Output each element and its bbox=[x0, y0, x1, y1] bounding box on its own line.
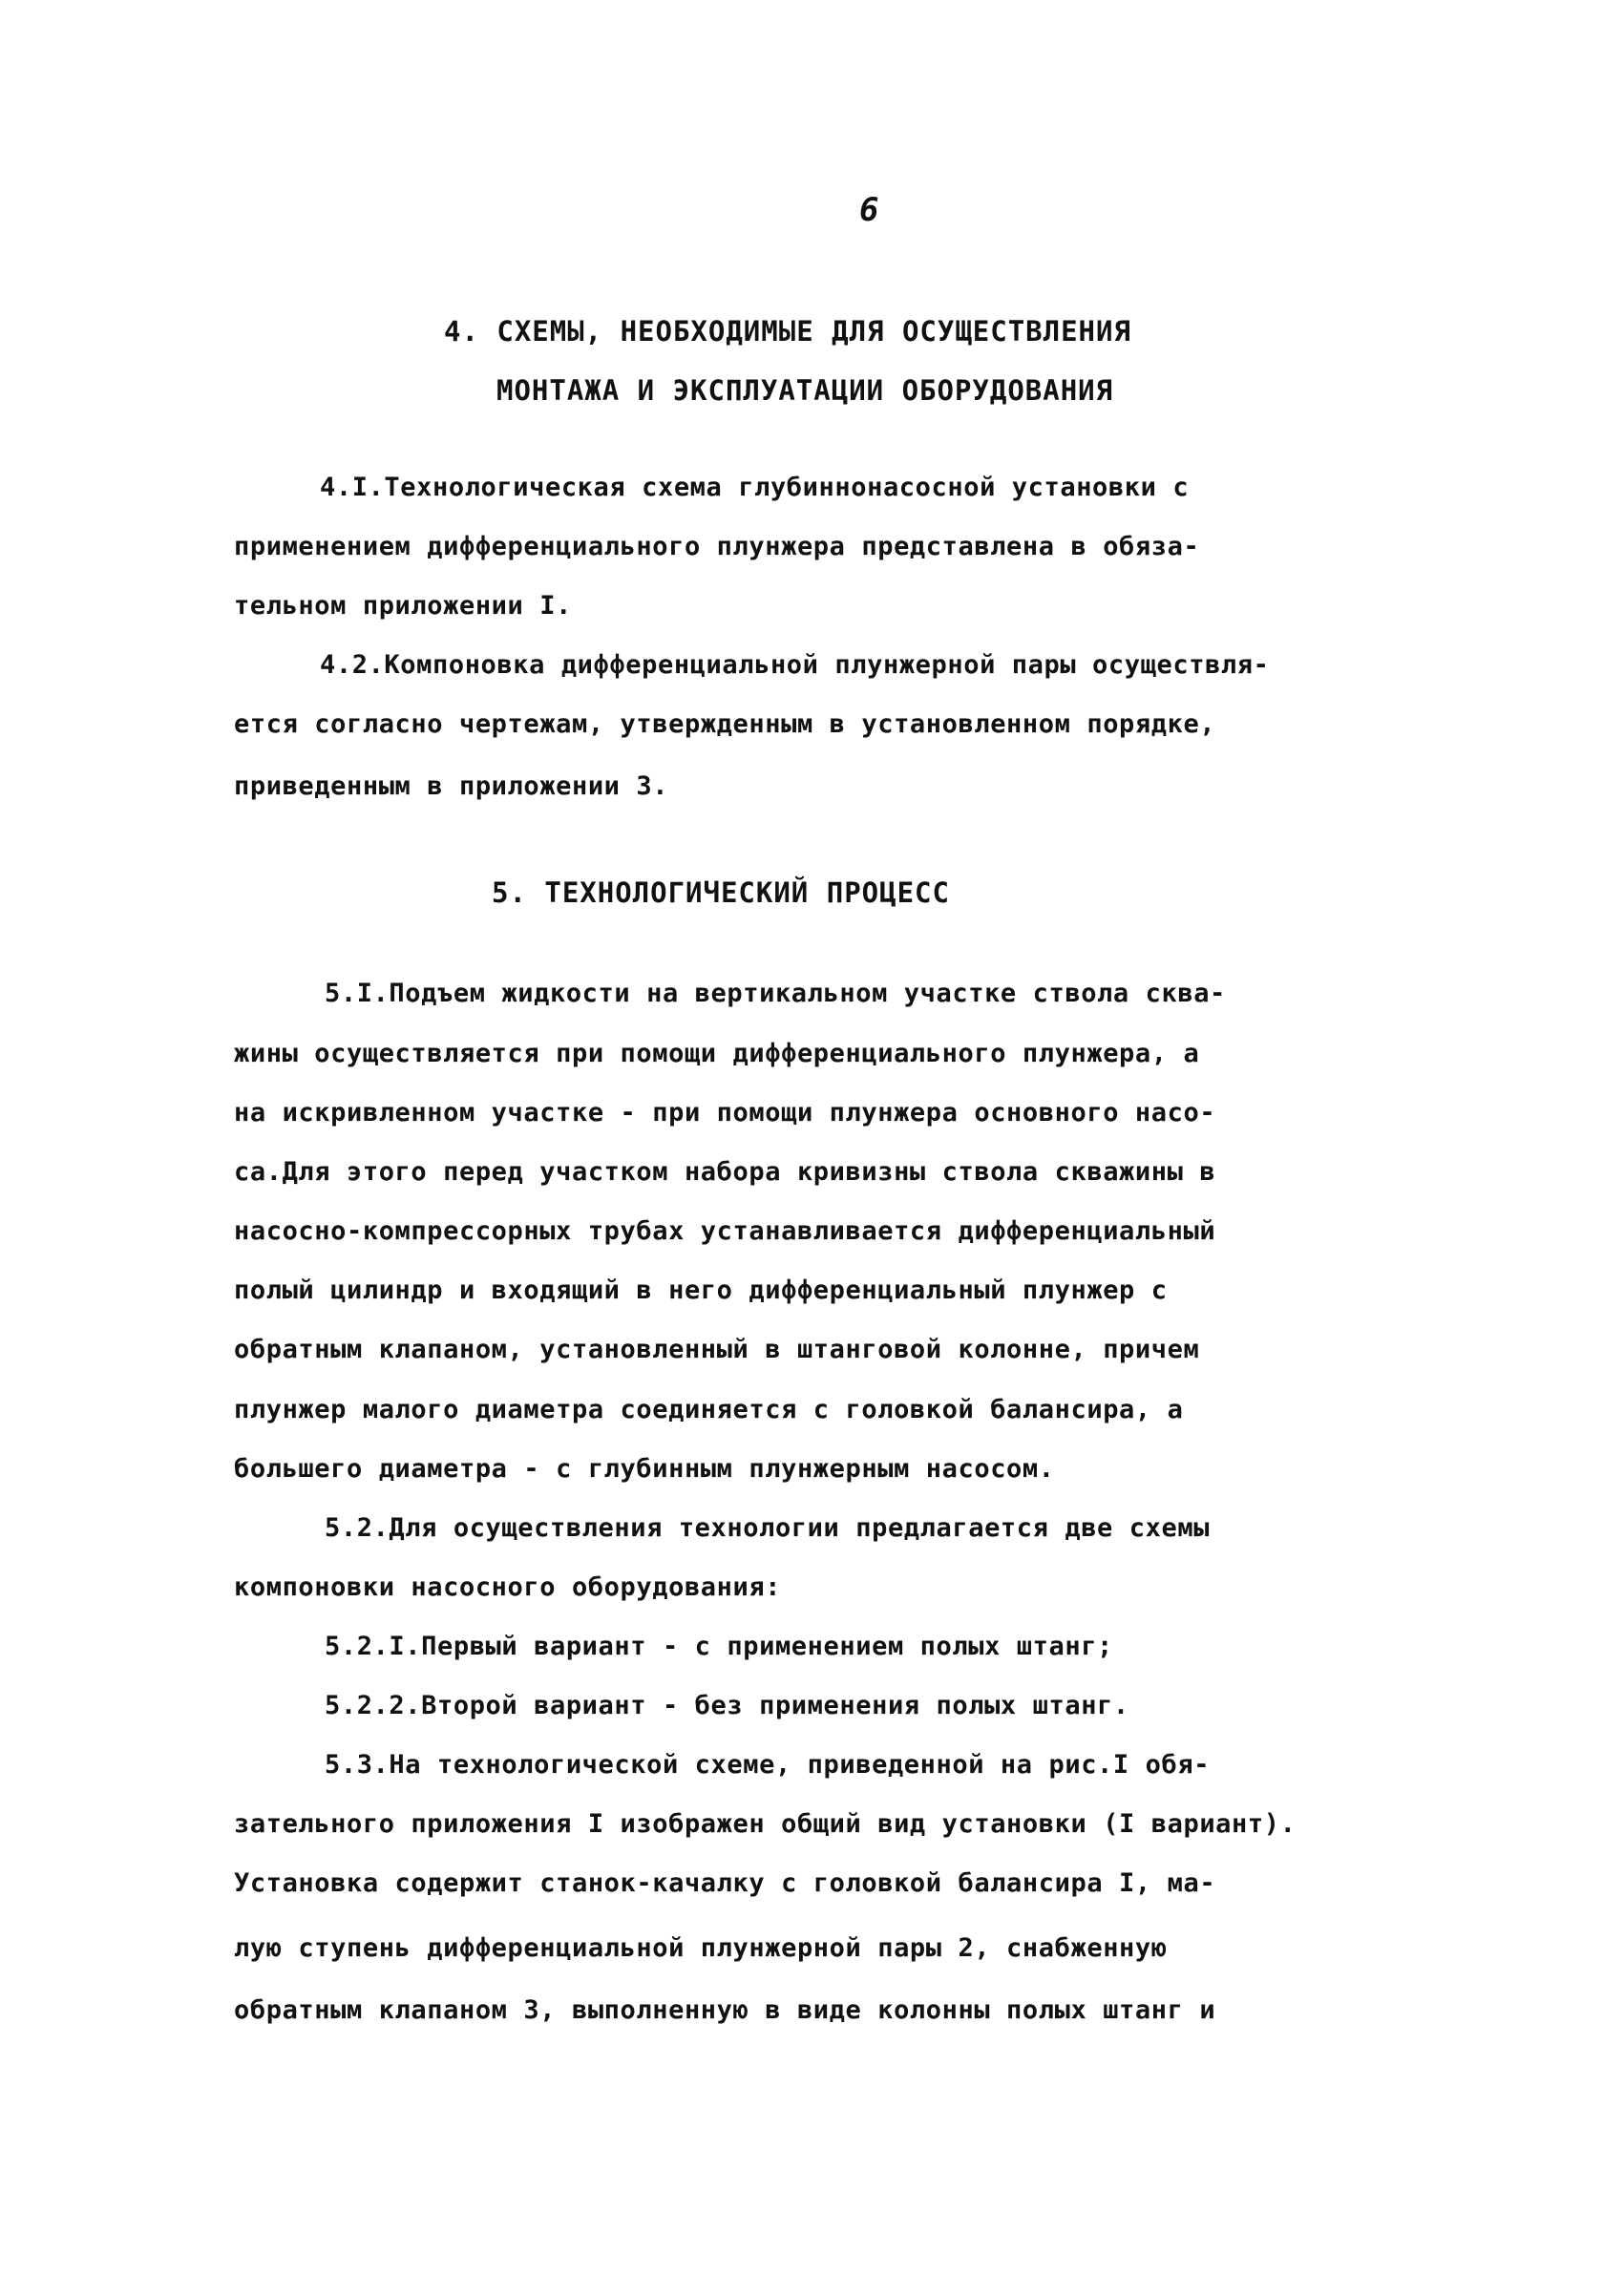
section-4-line: 4.I.Технологическая схема глубиннонасосной установки с bbox=[320, 473, 1190, 502]
section-5-line: компоновки насосного оборудования: bbox=[234, 1572, 782, 1602]
section-4-title-line-1: 4. СХЕМЫ, НЕОБХОДИМЫЕ ДЛЯ ОСУЩЕСТВЛЕНИЯ bbox=[444, 315, 1131, 348]
section-4-line: 4.2.Компоновка дифференциальной плунжерной пары осуществля- bbox=[320, 650, 1270, 680]
section-5-line: са.Для этого перед участком набора кривизны ствола скважины в bbox=[234, 1157, 1216, 1187]
section-5-title: 5. ТЕХНОЛОГИЧЕСКИЙ ПРОЦЕСС bbox=[492, 876, 950, 909]
section-5-line: 5.3.На технологической схеме, приведенной на рис.I обя- bbox=[325, 1750, 1211, 1780]
section-5-line: 5.2.2.Второй вариант - без применения полых штанг. bbox=[325, 1691, 1129, 1720]
section-5-line: обратным клапаном, установленный в штанговой колонне, причем bbox=[234, 1335, 1200, 1364]
section-5-line: обратным клапаном 3, выполненную в виде колонны полых штанг и bbox=[234, 1995, 1216, 2025]
section-4-line: ется согласно чертежам, утвержденным в установленном порядке, bbox=[234, 709, 1216, 739]
section-5-line: жины осуществляется при помощи дифференциального плунжера, а bbox=[234, 1039, 1200, 1068]
section-4-line: тельном приложении I. bbox=[234, 591, 572, 621]
section-5-line: 5.I.Подъем жидкости на вертикальном участке ствола сква- bbox=[325, 979, 1226, 1008]
section-5-line: полый цилиндр и входящий в него дифференциальный плунжер с bbox=[234, 1276, 1168, 1305]
section-5-line: на искривленном участке - при помощи плунжера основного насо- bbox=[234, 1098, 1216, 1128]
section-5-line: плунжер малого диаметра соединяется с головкой балансира, а bbox=[234, 1395, 1184, 1424]
section-5-line: насосно-компрессорных трубах устанавливается дифференциальный bbox=[234, 1216, 1216, 1246]
section-5-line: 5.2.I.Первый вариант - с применением полых штанг; bbox=[325, 1632, 1113, 1661]
section-5-line: 5.2.Для осуществления технологии предлагается две схемы bbox=[325, 1513, 1211, 1543]
section-4-line: применением дифференциального плунжера представлена в обяза- bbox=[234, 532, 1200, 561]
page-number: 6 bbox=[859, 191, 879, 229]
section-4-line: приведенным в приложении 3. bbox=[234, 771, 669, 801]
section-5-line: Установка содержит станок-качалку с головкой балансира I, ма- bbox=[234, 1868, 1216, 1898]
section-5-line: большего диаметра - с глубинным плунжерным насосом. bbox=[234, 1454, 1055, 1484]
section-5-line: лую ступень дифференциальной плунжерной пары 2, снабженную bbox=[234, 1933, 1168, 1963]
section-5-line: зательного приложения I изображен общий вид установки (I вариант). bbox=[234, 1809, 1297, 1839]
section-4-title-line-2: МОНТАЖА И ЭКСПЛУАТАЦИИ ОБОРУДОВАНИЯ bbox=[496, 374, 1114, 407]
